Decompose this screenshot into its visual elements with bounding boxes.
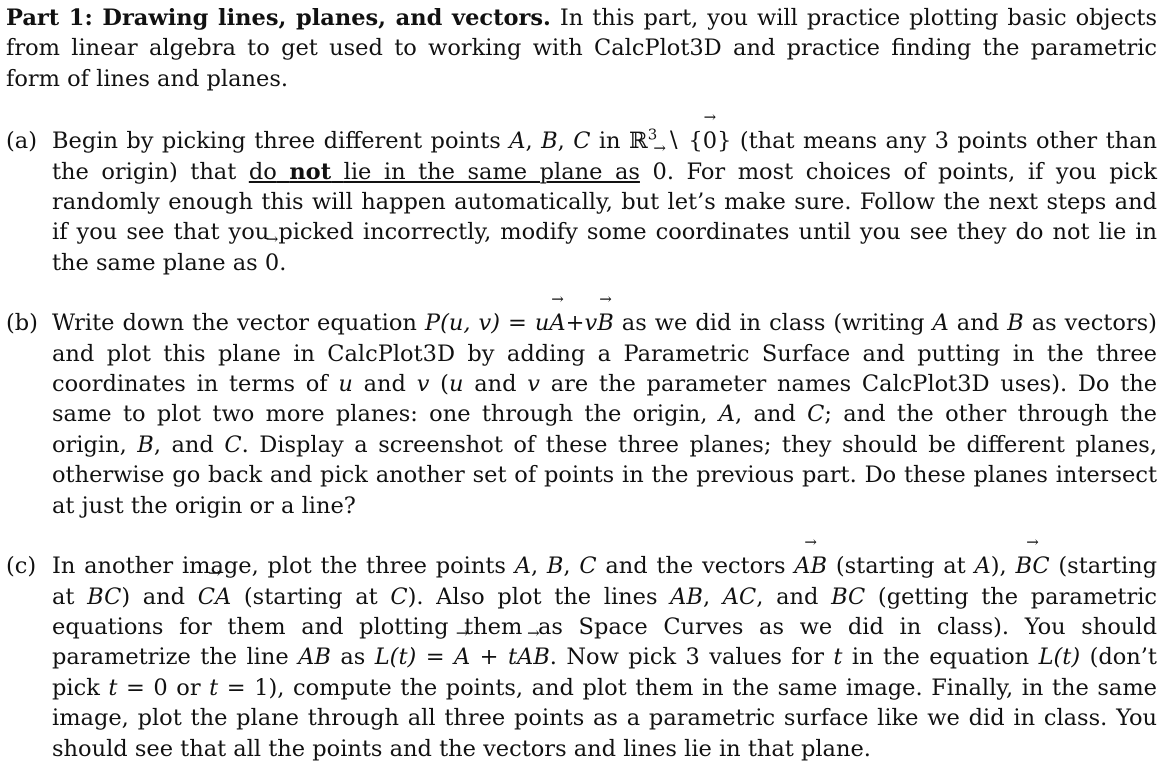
part-intro-text: In this part, you will practice plotting basic objects from linear algebra to get used to working with CalcPlot3D and practice finding the parametric form of lines and planes. bbox=[6, 5, 1158, 92]
item-b-label: (b) bbox=[6, 310, 38, 337]
part-1-intro bbox=[6, 3, 1157, 94]
item-a: (a) Begin by picking three different points A, B, C in ℝ$^3$ ∖ {0 →} (that means any 3 points other than the origin) that do not lie in the same plane as 0 →. For most choices of points, if you pick randomly enough this will happen automatically, but let’s make sure. Follow the next steps and if you see that you picked incorrectly, modify some coordinates until you see they do not lie in the same plane as 0 →. bbox=[6, 126, 1157, 278]
part-title: Part 1: Drawing lines, planes, and vectors. bbox=[6, 5, 551, 31]
item-c-label: (c) bbox=[6, 553, 37, 580]
underlined-not-lie-phrase: do not lie in the same plane as bbox=[248, 158, 640, 185]
item-c: (c) In another image, plot the three points A, B, C and the vectors AB → (starting at A), BC → (starting at BC) and CA → (starting at C). Also plot the lines AB, AC, and BC (getting the parametric equations for them and plotting them as Space Curves as we did in class). You should parametrize the line AB as L(t) = A → + tAB →. Now pick 3 values for t in the equation L(t) (don’t pick t = 0 or t = 1), compute the points, and plot them in the same image. Finally, in the same image, plot the plane through all three points as a parametric surface like we did in class. You should see that all the points and the vectors and lines lie in that plane. bbox=[6, 551, 1157, 764]
item-b: (b) Write down the vector equation P(u, v) = uA →+vB → as we did in class (writing A and B as vectors) and plot this plane in CalcPlot3D by adding a Parametric Surface and putting in the three coordinates in terms of u and v (u and v are the parameter names CalcPlot3D uses). Do the same to plot two more planes: one through the origin, A, and C; and the other through the origin, B, and C. Display a screenshot of these three planes; they should be different planes, otherwise go back and pick another set of points in the previous part. Do these planes intersect at just the origin or a line? bbox=[6, 308, 1157, 521]
item-a-label: (a) bbox=[6, 128, 37, 155]
